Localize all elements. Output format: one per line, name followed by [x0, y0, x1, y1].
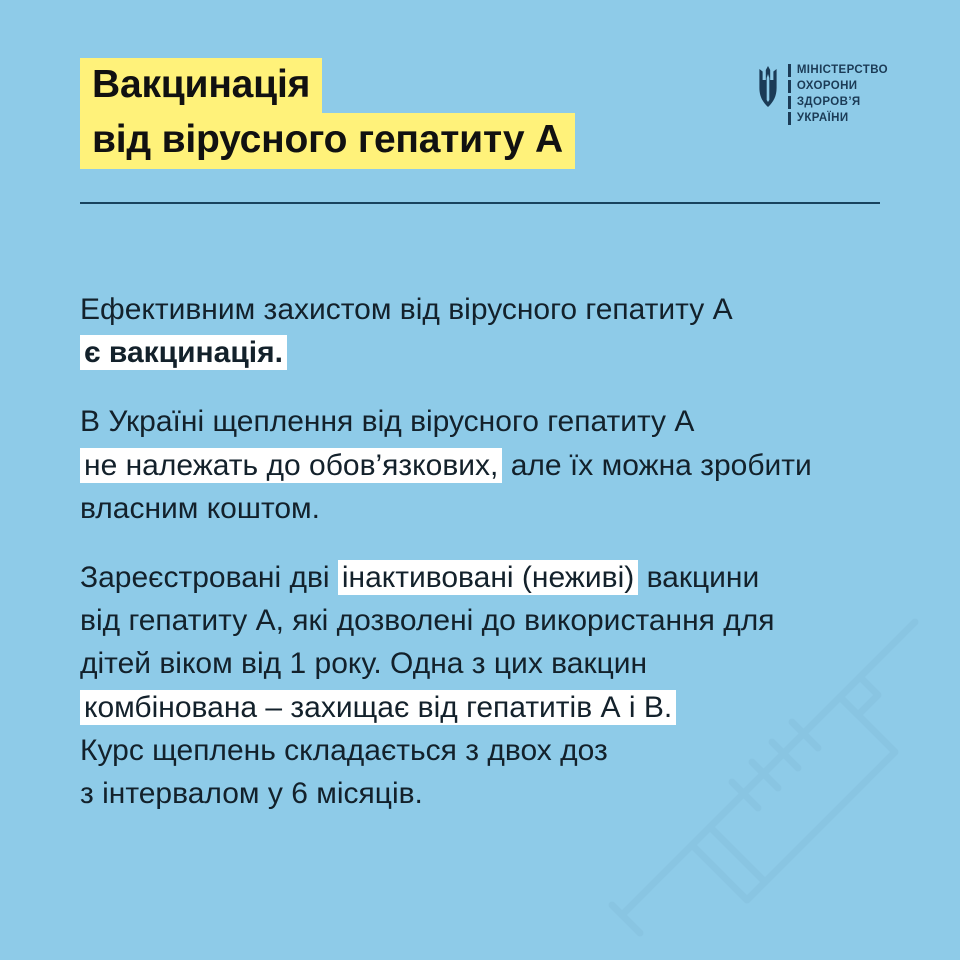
text-run: від гепатиту А, які дозволені до використання для — [80, 604, 775, 638]
highlighted-text-run: комбінована – захищає від гепатитів А і В. — [80, 690, 676, 725]
ministry-text-block — [788, 64, 888, 125]
ministry-line-2: ОХОРОНИ — [796, 80, 858, 92]
ministry-line-row — [788, 64, 888, 77]
text-line — [80, 444, 910, 487]
highlighted-text-run: не належать до обов’язкових, — [80, 448, 502, 483]
text-line — [80, 487, 910, 530]
ministry-bar-icon — [788, 80, 791, 93]
text-run: з інтервалом у 6 місяців. — [80, 776, 423, 810]
text-run: Зареєстровані дві — [80, 560, 338, 594]
ministry-bar-icon — [788, 112, 791, 125]
title-line-1: Вакцинація — [80, 58, 322, 113]
ministry-line-4: УКРАЇНИ — [796, 112, 849, 124]
ministry-line-row — [788, 112, 888, 125]
text-run: вакцини — [638, 560, 760, 594]
text-line — [80, 642, 910, 685]
paragraph-2 — [80, 400, 910, 530]
ministry-bar-icon — [788, 96, 791, 109]
text-line — [80, 400, 910, 443]
text-line — [80, 331, 910, 374]
highlighted-text-run: є вакцинація. — [80, 335, 287, 370]
text-line — [80, 599, 910, 642]
title-line-2: від вірусного гепатиту А — [80, 113, 575, 168]
text-run: дітей віком від 1 року. Одна з цих вакцин — [80, 647, 648, 681]
page-title — [80, 58, 575, 169]
text-line — [80, 729, 910, 772]
highlighted-text-run: інактивовані (неживі) — [338, 560, 638, 595]
ministry-bar-icon — [788, 64, 791, 77]
paragraph-3 — [80, 556, 910, 815]
text-run: В Україні щеплення від вірусного гепатиту А — [80, 405, 695, 439]
poster-header — [80, 58, 888, 208]
text-line — [80, 686, 910, 729]
ministry-line-row — [788, 96, 888, 109]
text-run: Ефективним захистом від вірусного гепатиту А — [80, 293, 733, 326]
ministry-logo — [757, 64, 888, 125]
text-run: але їх можна зробити — [502, 448, 812, 482]
paragraph-1 — [80, 288, 910, 374]
header-divider — [80, 202, 880, 204]
text-line — [80, 772, 910, 815]
poster-body — [80, 288, 910, 815]
ministry-line-1: МІНІСТЕРСТВО — [796, 64, 888, 76]
text-run: Курс щеплень складається з двох доз — [80, 733, 608, 767]
text-line — [80, 288, 910, 331]
text-line — [80, 556, 910, 599]
text-run: власним коштом. — [80, 491, 320, 525]
ukraine-trident-icon — [757, 66, 779, 112]
ministry-line-3: ЗДОРОВ’Я — [796, 96, 861, 108]
ministry-line-row — [788, 80, 888, 93]
